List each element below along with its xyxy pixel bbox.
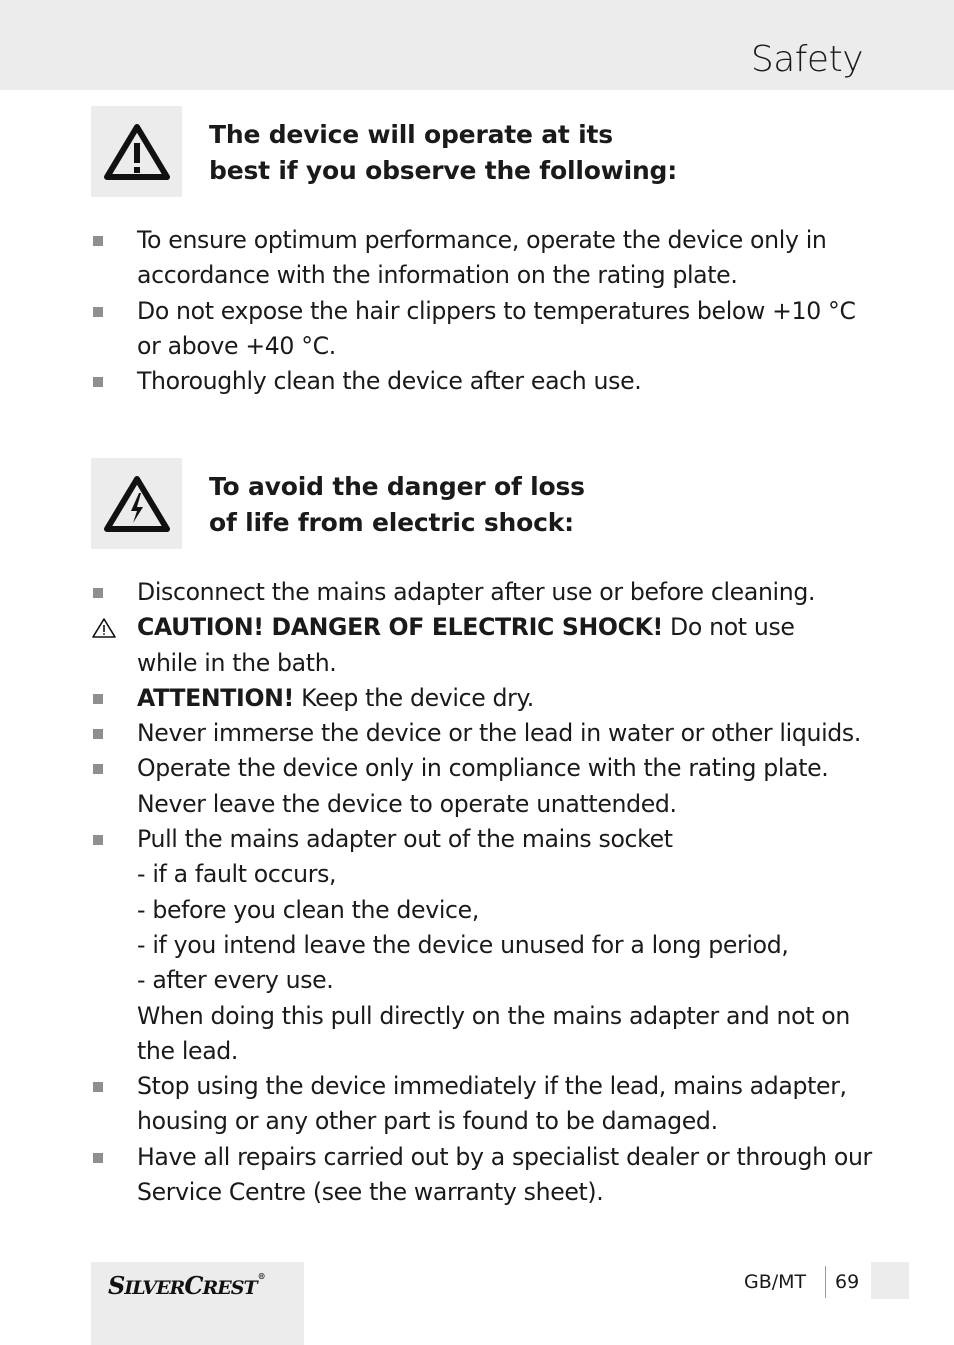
item-text: Pull the mains adapter out of the mains socket [137, 825, 673, 854]
logo-letters: ILVER [124, 1277, 185, 1299]
square-bullet-icon [93, 1153, 103, 1163]
shock-list [91, 575, 872, 1210]
square-bullet-icon [93, 307, 103, 317]
heading-line: best if you observe the following: [209, 155, 678, 185]
footer-divider [825, 1266, 826, 1298]
item-text: or above +40 °C. [137, 331, 336, 360]
heading-line: The device will operate at its [209, 120, 613, 149]
logo-letter: C [184, 1271, 203, 1300]
logo-letter: S [108, 1271, 125, 1300]
list-item [91, 751, 861, 822]
square-bullet-icon [93, 835, 103, 845]
square-bullet-icon [93, 588, 103, 598]
sub-item: - after every use. [137, 966, 334, 995]
item-text: Never immerse the device or the lead in water or other liquids. [137, 719, 861, 748]
registered-mark: ® [257, 1271, 265, 1281]
list-item [91, 223, 861, 294]
square-bullet-icon [93, 694, 103, 704]
page-title: Safety [750, 39, 863, 80]
square-bullet-icon [93, 764, 103, 774]
footer-tab [871, 1262, 909, 1299]
item-text: When doing this pull directly on the mains adapter and not on [137, 1001, 850, 1030]
item-text: while in the bath. [137, 648, 337, 677]
section-heading-operation [209, 117, 677, 188]
item-text: Do not expose the hair clippers to temperatures below +10 °C [137, 296, 856, 325]
item-text: Operate the device only in compliance with the rating plate. [137, 754, 829, 783]
item-text: Have all repairs carried out by a specialist dealer or through our [137, 1142, 872, 1171]
item-text: Thoroughly clean the device after each use. [137, 367, 642, 396]
heading-line: of life from electric shock: [209, 507, 574, 537]
square-bullet-icon [93, 1082, 103, 1092]
heading-line: To avoid the danger of loss [209, 472, 585, 501]
list-item [91, 575, 861, 610]
list-item [91, 716, 861, 751]
list-item [91, 294, 861, 365]
item-text: To ensure optimum performance, operate the device only in [137, 226, 827, 254]
item-text: Stop using the device immediately if the lead, mains adapter, [137, 1072, 847, 1101]
warning-triangle-icon [103, 123, 171, 181]
sub-item: - if a fault occurs, [137, 860, 337, 889]
item-text: Service Centre (see the warranty sheet). [137, 1178, 604, 1207]
item-text: housing or any other part is found to be damaged. [137, 1107, 718, 1136]
small-warning-triangle-icon [91, 617, 117, 639]
item-text: Keep the device dry. [293, 683, 534, 712]
item-text: accordance with the information on the rating plate. [137, 261, 738, 290]
list-item [91, 822, 861, 1069]
warning-box [91, 106, 182, 197]
item-text: the lead. [137, 1036, 239, 1065]
list-item [91, 364, 861, 399]
sub-item: - if you intend leave the device unused for a long period, [137, 930, 789, 959]
item-text: Disconnect the mains adapter after use or before cleaning. [137, 578, 816, 606]
square-bullet-icon [93, 729, 103, 739]
square-bullet-icon [93, 236, 103, 246]
list-item-caution [91, 610, 861, 681]
caution-label: CAUTION! DANGER OF ELECTRIC SHOCK! [137, 613, 663, 642]
list-item [91, 1069, 861, 1140]
section-heading-shock [209, 469, 585, 540]
language-code: GB/MT [744, 1271, 807, 1293]
shock-warning-box [91, 458, 182, 549]
electric-shock-warning-icon [103, 475, 171, 533]
attention-label: ATTENTION! [137, 683, 294, 712]
brand-logo [108, 1271, 265, 1300]
page-number: 69 [835, 1271, 860, 1293]
square-bullet-icon [93, 377, 103, 387]
item-text: Do not use [662, 613, 795, 642]
sub-item: - before you clean the device, [137, 895, 479, 924]
item-text: Never leave the device to operate unattended. [137, 789, 677, 818]
logo-letters: REST [202, 1277, 257, 1299]
operation-list [91, 223, 861, 399]
list-item [91, 1140, 872, 1211]
list-item [91, 681, 861, 716]
brand-logo-box [91, 1262, 304, 1345]
